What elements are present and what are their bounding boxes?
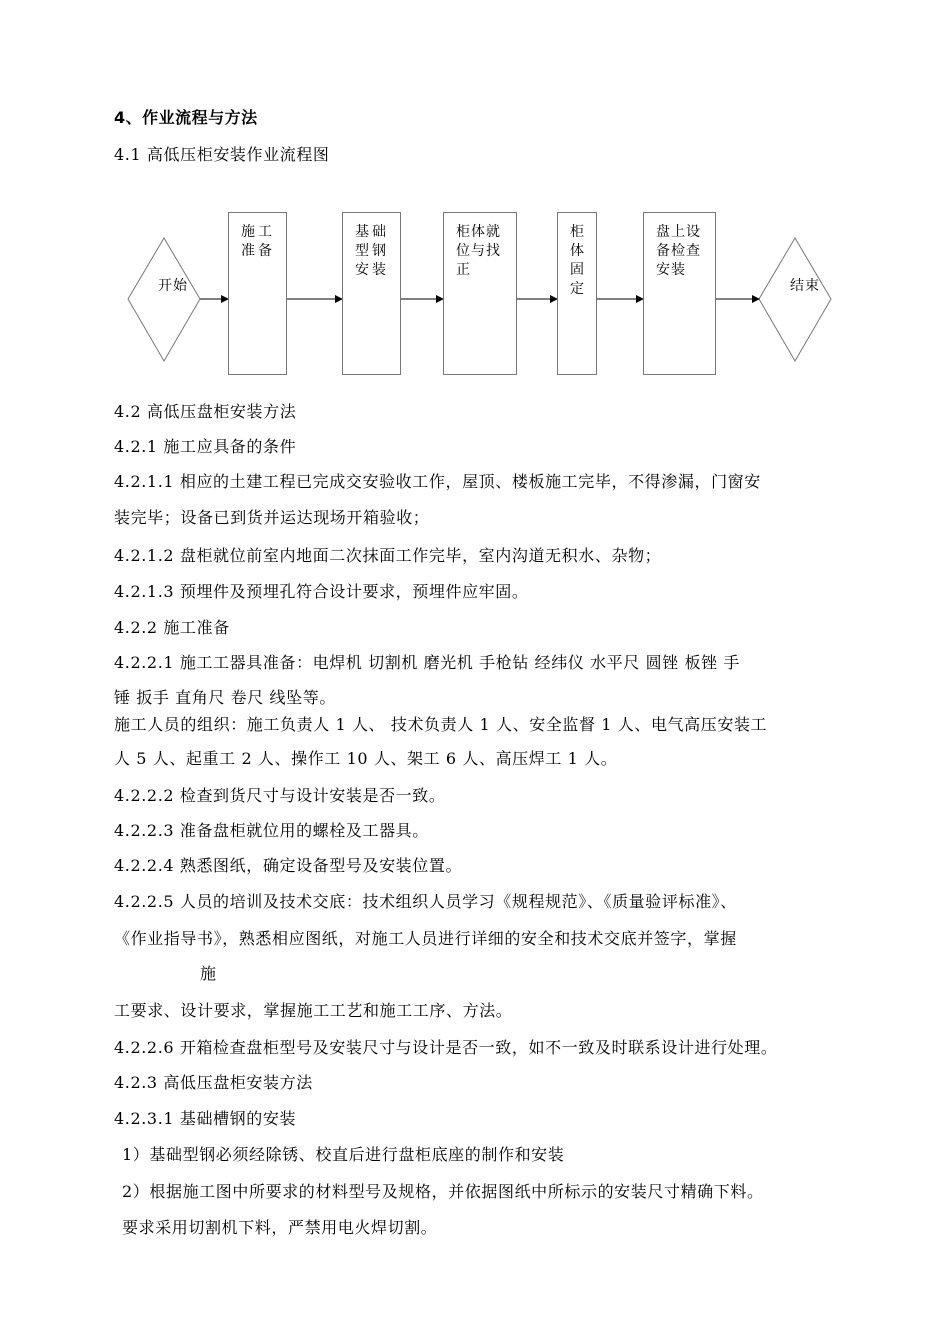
end-diamond xyxy=(759,238,831,361)
text-line: 4.2 高低压盘柜安装方法 xyxy=(114,402,297,421)
section-title: 4、作业流程与方法 xyxy=(114,108,258,127)
text-line: 施 xyxy=(200,964,217,983)
text-line: 4.2.3 高低压盘柜安装方法 xyxy=(114,1073,313,1092)
text-line: 4.2.2.6 开箱检查盘柜型号及安装尺寸与设计是否一致，如不一致及时联系设计进行处理。 xyxy=(114,1038,778,1057)
text-line: 人 5 人、起重工 2 人、操作工 10 人、架工 6 人、高压焊工 1 人。 xyxy=(114,749,618,768)
text-line: 4.2.2.1 施工工器具准备：电焊机 切割机 磨光机 手枪钻 经纬仪 水平尺 圆锉 板锉 手 xyxy=(114,653,740,672)
flow-step-4-label: 柜 体 固 定 xyxy=(570,224,587,297)
start-label: 开始 xyxy=(158,278,188,294)
flow-step-5 xyxy=(643,212,716,375)
flow-step-2 xyxy=(342,212,401,375)
start-diamond xyxy=(128,238,200,361)
flow-step-3 xyxy=(443,212,517,375)
flow-step-3-label: 柜体就 位与找 正 xyxy=(456,224,501,278)
text-line: 锤 扳手 直角尺 卷尺 线坠等。 xyxy=(114,688,336,707)
flow-step-4 xyxy=(557,212,597,375)
text-line: 4.2.3.1 基础槽钢的安装 xyxy=(114,1109,297,1128)
text-line: 4.2.2.4 熟悉图纸，确定设备型号及安装位置。 xyxy=(114,856,463,875)
text-line: 4.2.2.3 准备盘柜就位用的螺栓及工器具。 xyxy=(114,821,429,840)
text-line: 4.2.2.5 人员的培训及技术交底：技术组织人员学习《规程规范》、《质量验评标准》、 xyxy=(114,892,737,911)
subsection-4-1: 4.1 高低压柜安装作业流程图 xyxy=(114,145,330,164)
text-line: 4.2.1 施工应具备的条件 xyxy=(114,437,297,456)
text-line: 4.2.2.2 检查到货尺寸与设计安装是否一致。 xyxy=(114,786,446,805)
flow-step-1 xyxy=(228,212,287,375)
text-line: 施工人员的组织：施工负责人 1 人、 技术负责人 1 人、安全监督 1 人、电气高压安装工 xyxy=(114,715,768,734)
text-line: 4.2.1.1 相应的土建工程已完成交安验收工作，屋顶、楼板施工完毕，不得渗漏，门窗安 xyxy=(114,472,761,491)
text-line: 工要求、设计要求，掌握施工工艺和施工工序、方法。 xyxy=(114,1001,513,1020)
text-line: 4.2.1.3 预埋件及预埋孔符合设计要求，预埋件应牢固。 xyxy=(114,582,529,601)
flow-step-1-label: 施工 准备 xyxy=(241,224,275,259)
text-line: 4.2.2 施工准备 xyxy=(114,618,230,637)
text-line: 4.2.1.2 盘柜就位前室内地面二次抹面工作完毕，室内沟道无积水、杂物； xyxy=(114,546,662,565)
text-line: 1）基础型钢必须经除锈、校直后进行盘柜底座的制作和安装 xyxy=(122,1145,565,1164)
flow-step-5-label: 盘上设 备检查 安装 xyxy=(656,224,701,278)
flow-step-2-label: 基础 型钢 安装 xyxy=(355,224,389,278)
text-line: 2）根据施工图中所要求的材料型号及规格，并依据图纸中所标示的安装尺寸精确下料。 xyxy=(122,1182,764,1201)
text-line: 装完毕；设备已到货并运达现场开箱验收； xyxy=(114,508,430,527)
end-label: 结束 xyxy=(790,278,820,294)
text-line: 《作业指导书》，熟悉相应图纸，对施工人员进行详细的安全和技术交底并签字，掌握 xyxy=(114,929,737,948)
text-line: 要求采用切割机下料，严禁用电火焊切割。 xyxy=(122,1218,438,1237)
